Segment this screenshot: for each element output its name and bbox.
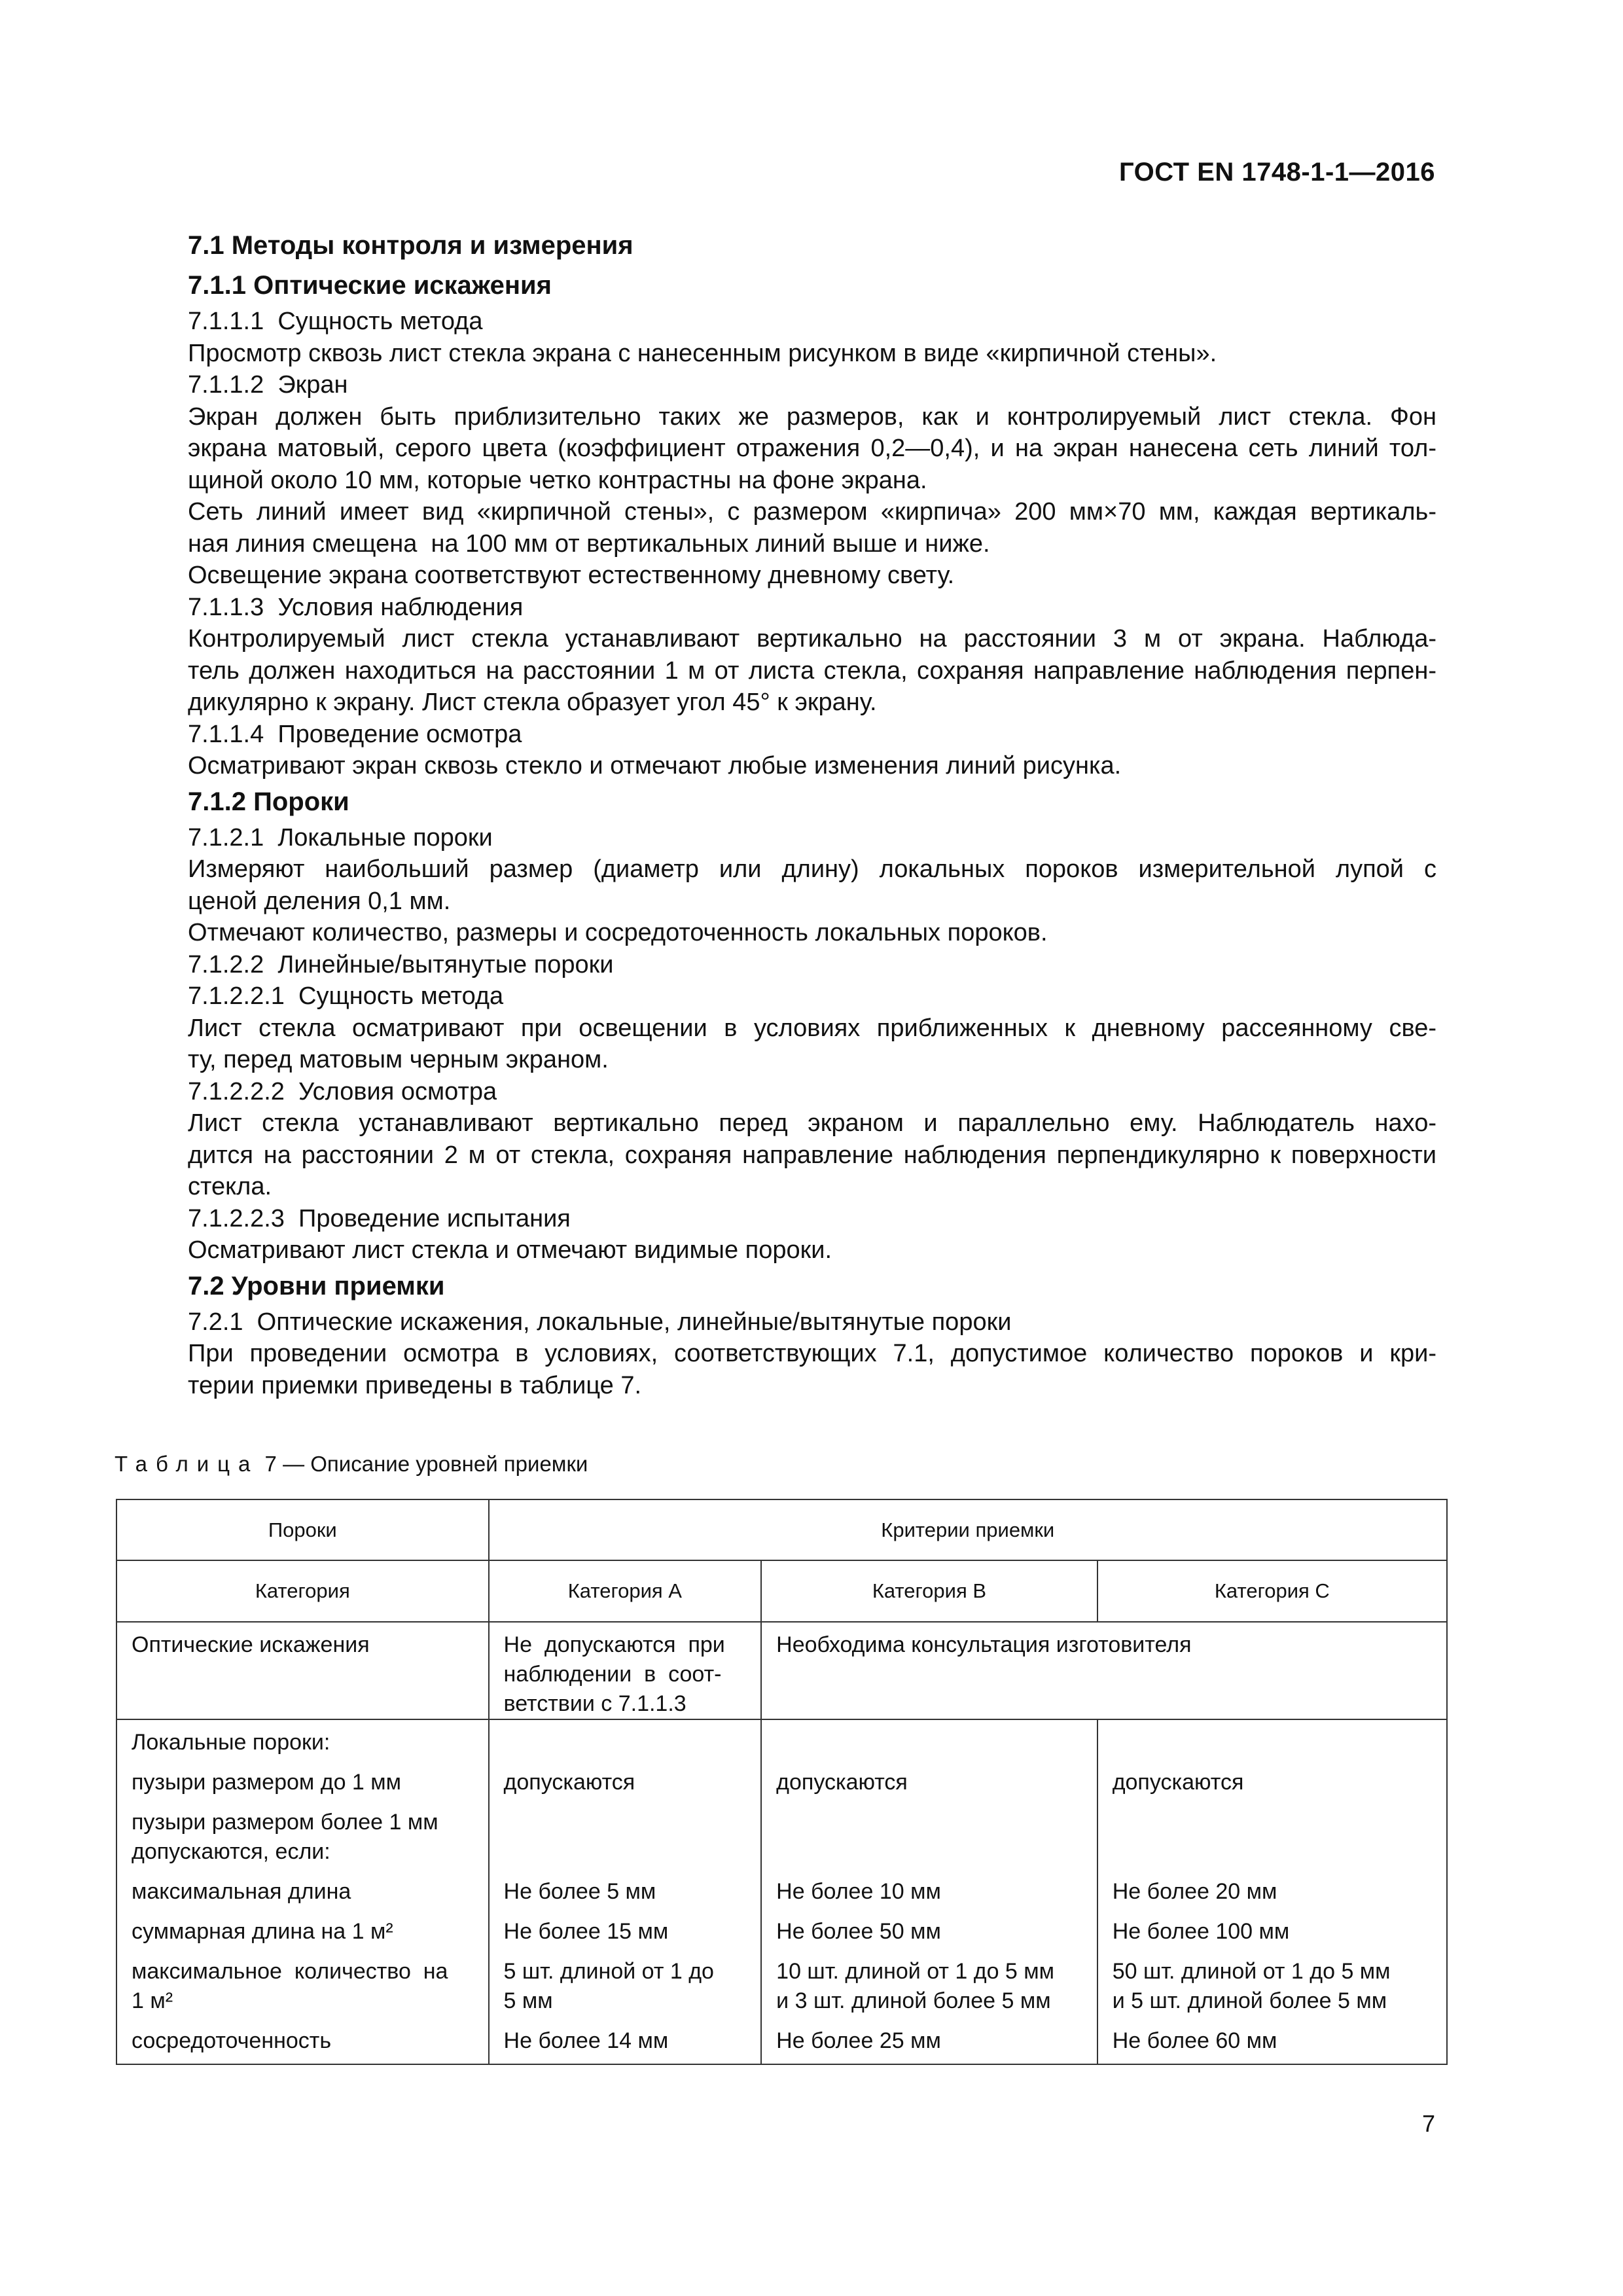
row-label: суммарная длина на 1 м²	[132, 1919, 393, 1944]
cell-a: Не более 14 мм	[503, 2028, 669, 2053]
row-label-optical: Оптические искажения	[116, 1622, 489, 1719]
cell-a	[504, 1808, 747, 1837]
section-heading: 7.1.1 Оптические искажения	[188, 271, 552, 300]
cell-optical-bc: Необходима консультация изготовителя	[761, 1622, 1447, 1719]
cell-c: 50 шт. длиной от 1 до 5 мм	[1112, 1959, 1391, 1984]
cell-b: 10 шт. длиной от 1 до 5 мм	[776, 1959, 1055, 1984]
table-caption-text: 7 — Описание уровней приемки	[259, 1452, 588, 1476]
col-header-defects: Пороки	[116, 1499, 489, 1560]
body-text	[188, 226, 1436, 1401]
text-line: ценой деления 0,1 мм.	[188, 887, 451, 915]
cell-c: допускаются	[1112, 1770, 1244, 1795]
cell-c: Не более 20 мм	[1112, 1879, 1277, 1904]
cell-optical-a	[489, 1622, 762, 1719]
local-defects-c	[1097, 1719, 1447, 2064]
cell-a: 5 шт. длиной от 1 до	[503, 1959, 714, 1984]
text-line: щиной около 10 мм, которые четко контрастны на фоне экрана.	[188, 466, 927, 494]
text-line: 7.1.2.2.1 Сущность метода	[188, 982, 504, 1010]
text-line: Осматривают лист стекла и отмечают видимые пороки.	[188, 1236, 832, 1264]
text-line: При проведении осмотра в условиях, соответствующих 7.1, допустимое количество пороков и кри-	[188, 1340, 1436, 1367]
text-line: Отмечают количество, размеры и сосредоточенность локальных пороков.	[188, 919, 1048, 946]
text-line: тель должен находиться на расстоянии 1 м от листа стекла, сохраняя направление наблюдения перпен-	[188, 656, 1436, 685]
text-line: ту, перед матовым черным экраном.	[188, 1046, 609, 1073]
cell-b: Не более 50 мм	[776, 1919, 941, 1944]
cell-c: Не более 100 мм	[1112, 1919, 1290, 1944]
text-line: 7.1.1.3 Условия наблюдения	[188, 593, 524, 621]
row-label: допускаются, если:	[132, 1839, 330, 1864]
text-line: Осматривают экран сквозь стекло и отмечают любые изменения линий рисунка.	[188, 752, 1122, 780]
text-line: ная линия смещена на 100 мм от вертикальных линий выше и ниже.	[188, 529, 990, 558]
section-heading: 7.1.2 Пороки	[188, 787, 349, 816]
text-line: 7.1.1.1 Сущность метода	[188, 308, 483, 335]
cell-a: допускаются	[503, 1770, 635, 1795]
text-line: Контролируемый лист стекла устанавливают вертикально на расстоянии 3 м от экрана. Наблюда-	[188, 625, 1436, 653]
cell-b: Не более 25 мм	[776, 2028, 941, 2053]
cell-b: и 3 шт. длиной более 5 мм	[776, 1988, 1051, 2013]
text-line: терии приемки приведены в таблице 7.	[188, 1371, 642, 1399]
cell-b: допускаются	[776, 1770, 908, 1795]
cell-line: наблюдении в соот-	[503, 1662, 722, 1687]
col-header-category-b: Категория B	[761, 1560, 1097, 1622]
page-number: 7	[1421, 2110, 1435, 2137]
standard-designation: ГОСТ EN 1748-1-1—2016	[1119, 158, 1435, 187]
text-line: Просмотр сквозь лист стекла экрана с нанесенным рисунком в виде «кирпичной стены».	[188, 339, 1217, 367]
cell-line: Не допускаются при	[503, 1632, 725, 1657]
cell-c	[1113, 1837, 1432, 1867]
cell-a: Не более 15 мм	[503, 1919, 669, 1944]
col-header-category: Категория	[116, 1560, 489, 1622]
text-line: 7.1.2.2.2 Условия осмотра	[188, 1077, 497, 1105]
col-header-category-a: Категория A	[489, 1560, 762, 1622]
text-line: Лист стекла осматривают при освещении в условиях приближенных к дневному рассеянному све-	[188, 1014, 1436, 1042]
cell-spacer	[504, 1728, 747, 1757]
cell-line: ветствии с 7.1.1.3	[503, 1691, 687, 1716]
text-line: Освещение экрана соответствуют естественному дневному свету.	[188, 562, 955, 589]
cell-a: Не более 5 мм	[503, 1879, 656, 1904]
local-defects-title: Локальные пороки:	[132, 1730, 330, 1755]
acceptance-table	[116, 1499, 1448, 2065]
table-caption-word: Таблица	[115, 1452, 259, 1476]
cell-spacer	[776, 1728, 1082, 1757]
local-defects-b	[761, 1719, 1097, 2064]
text-line: 7.1.2.2 Линейные/вытянутые пороки	[188, 950, 614, 978]
table-caption	[115, 1452, 588, 1477]
section-heading: 7.1 Методы контроля и измерения	[188, 231, 633, 260]
text-line: Сеть линий имеет вид «кирпичной стены», с размером «кирпича» 200 мм×70 мм, каждая вертикаль-	[188, 498, 1436, 526]
row-label: максимальное количество на	[132, 1959, 448, 1984]
cell-spacer	[1113, 1728, 1432, 1757]
text-line: стекла.	[188, 1173, 272, 1200]
text-line: 7.1.1.2 Экран	[188, 371, 348, 399]
cell-b	[776, 1808, 1082, 1837]
text-line: Экран должен быть приблизительно таких же размеров, как и контролируемый лист стекла. Фон	[188, 403, 1436, 431]
cell-c: Не более 60 мм	[1112, 2028, 1277, 2053]
cell-a	[504, 1837, 747, 1867]
text-line: Лист стекла устанавливают вертикально перед экраном и параллельно ему. Наблюдатель нахо-	[188, 1109, 1436, 1137]
row-label: пузыри размером более 1 мм	[132, 1810, 438, 1835]
row-label: 1 м²	[132, 1988, 173, 2013]
row-label: максимальная длина	[132, 1879, 351, 1904]
cell-b	[776, 1837, 1082, 1867]
local-defects-a	[489, 1719, 762, 2064]
text-line: 7.1.1.4 Проведение осмотра	[188, 720, 522, 748]
text-line: экрана матовый, серого цвета (коэффициент отражения 0,2—0,4), и на экран нанесена сеть линий тол-	[188, 435, 1436, 462]
cell-c: и 5 шт. длиной более 5 мм	[1112, 1988, 1387, 2013]
text-line: 7.1.2.2.3 Проведение испытания	[188, 1204, 571, 1232]
section-heading: 7.2 Уровни приемки	[188, 1271, 445, 1300]
text-line: дикулярно к экрану. Лист стекла образует угол 45° к экрану.	[188, 689, 877, 716]
col-header-category-c: Категория C	[1097, 1560, 1447, 1622]
cell-a: 5 мм	[503, 1988, 553, 2013]
cell-b: Не более 10 мм	[776, 1879, 941, 1904]
text-line: Измеряют наибольший размер (диаметр или длину) локальных пороков измерительной лупой с	[188, 855, 1436, 883]
local-defects-labels	[116, 1719, 489, 2064]
text-line: 7.2.1 Оптические искажения, локальные, линейные/вытянутые пороки	[188, 1308, 1012, 1336]
row-label: сосредоточенность	[132, 2028, 332, 2053]
cell-c	[1113, 1808, 1432, 1837]
text-line: дится на расстоянии 2 м от стекла, сохраняя направление наблюдения перпендикулярно к поверхности	[188, 1141, 1436, 1169]
col-header-criteria: Критерии приемки	[489, 1499, 1447, 1560]
text-line: 7.1.2.1 Локальные пороки	[188, 823, 493, 852]
row-label: пузыри размером до 1 мм	[132, 1770, 402, 1795]
